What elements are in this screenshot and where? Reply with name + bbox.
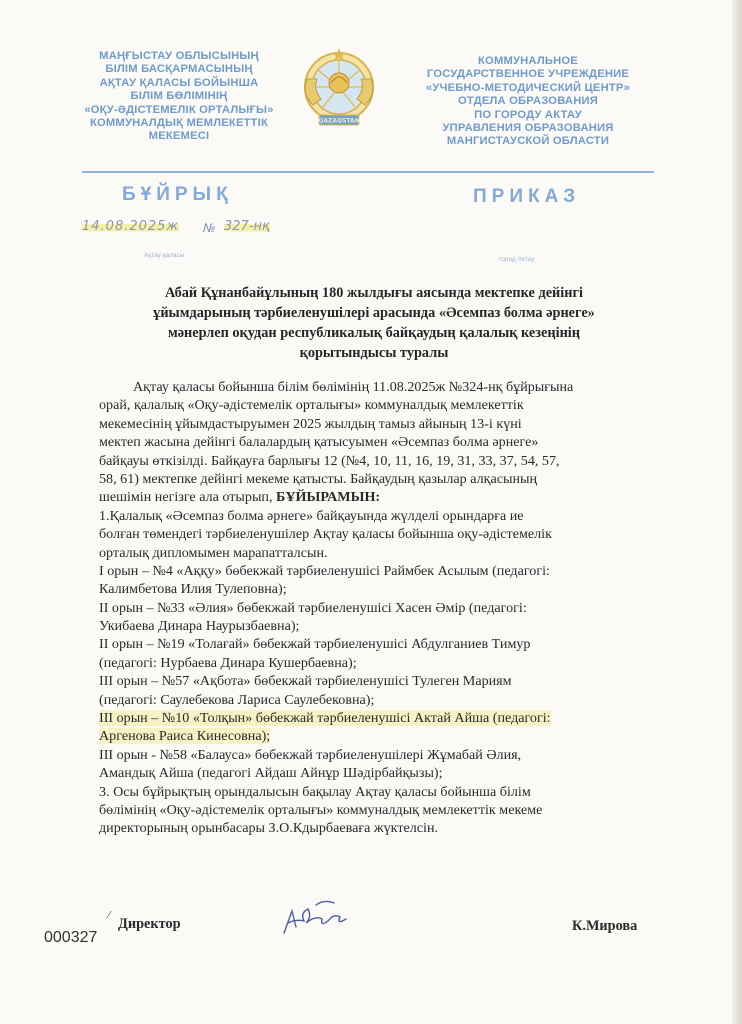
- order-title-kazakh: БҰЙРЫҚ: [122, 184, 233, 205]
- header-left-kazakh: [60, 50, 298, 144]
- body-line: болған төмендегі тәрбиеленушілер Ақтау қаласы бойынша оқу-әдістемелік: [99, 526, 552, 543]
- director-title: Директор: [118, 916, 181, 932]
- director-name: К.Мирова: [572, 918, 638, 934]
- body-line: Ақтау қаласы бойынша білім бөлімінің 11.08.2025ж №324-нқ бұйрығына: [133, 379, 574, 395]
- order-number: 327-нқ: [224, 219, 270, 234]
- body-line: [99, 488, 659, 506]
- heading-line: қорытындысы туралы: [299, 345, 449, 361]
- body-line: 1.Қалалық «Әсемпаз болма әрнеге» байқауында жүлделі орындарға ие: [99, 507, 524, 524]
- header-right-russian: [392, 55, 664, 149]
- header-left-line: БІЛІМ БАСҚАРМАСЫНЫҢ: [105, 63, 253, 76]
- award-line: (педагогі: Саулебекова Лариса Саулебековна);: [99, 691, 375, 708]
- header-right-line: МАНГИСТАУСКОЙ ОБЛАСТИ: [446, 135, 610, 148]
- body-line: байқауы өткізілді. Байқауға барлығы 12 (№4, 10, 11, 16, 19, 31, 33, 37, 54, 57,: [99, 452, 560, 469]
- page-edge: [732, 0, 742, 1024]
- header-left-line: АҚТАУ ҚАЛАСЫ БОЙЫНША: [99, 76, 259, 89]
- body-line: орталық дипломымен марапатталсын.: [99, 544, 328, 561]
- award-line: I орын – №4 «Аққу» бөбекжай тәрбиеленушісі Раймбек Асылым (педагогі:: [99, 562, 550, 579]
- body-line: бөлімінің «Оқу-әдістемелік орталығы» коммуналдық мемлекеттік мекеме: [99, 801, 543, 818]
- header-left-line: «ОҚУ-ӘДІСТЕМЕЛІК ОРТАЛЫҒЫ»: [84, 103, 274, 116]
- highlighted-text: III орын – №10 «Толқын» бөбекжай тәрбиеленушісі Актай Айша (педагогі:: [99, 710, 551, 727]
- order-directive: БҰЙЫРАМЫН:: [276, 489, 381, 506]
- body-line: орай, қалалық «Оқу-әдістемелік орталығы» коммуналдық мемлекеттік: [99, 397, 524, 414]
- state-emblem-icon: [301, 45, 377, 135]
- body-line: мекемесінің ұйымдастыруымен 2025 жылдың тамыз айының 13-і күні: [99, 415, 522, 432]
- header-right-line: ОТДЕЛА ОБРАЗОВАНИЯ: [458, 95, 598, 108]
- place-russian: город Актау: [499, 256, 535, 263]
- header-left-line: КОММУНАЛДЫҚ МЕМЛЕКЕТТІК: [89, 117, 269, 130]
- header-divider: [82, 171, 654, 173]
- header-right-line: ГОСУДАРСТВЕННОЕ УЧРЕЖДЕНИЕ: [426, 68, 630, 81]
- header-left-line: МЕКЕМЕСІ: [148, 130, 210, 143]
- header-right-line: «УЧЕБНО-МЕТОДИЧЕСКИЙ ЦЕНТР»: [425, 81, 630, 94]
- body-line: директорының орынбасары З.О.Кдырбаеваға жүктелсін.: [99, 820, 439, 837]
- award-line-highlighted: [99, 709, 659, 727]
- body-line: мектеп жасына дейінгі балалардың қатысуымен «Әсемпаз болма әрнеге»: [99, 434, 539, 451]
- body-line: 58, 61) мектепке дейінгі мекеме қатысты. Байқаудың қазылар алқасының: [99, 470, 538, 487]
- award-line: III орын – №57 «Ақбота» бөбекжай тәрбиеленушісі Тулеген Мариям: [99, 673, 512, 690]
- award-line: II орын – №33 «Әлия» бөбекжай тәрбиеленушісі Хасен Әмір (педагогі:: [99, 599, 527, 616]
- document-number-stamp: 000327: [44, 929, 98, 946]
- award-line: III орын - №58 «Балауса» бөбекжай тәрбиеленушілері Жұмабай Әлия,: [99, 746, 522, 763]
- highlighted-text: Аргенова Раиса Кинесовна);: [99, 728, 271, 745]
- header-right-line: ПО ГОРОДУ АКТАУ: [474, 108, 582, 121]
- award-line: Калимбетова Илия Тулеповна);: [99, 581, 287, 598]
- header-right-line: КОММУНАЛЬНОЕ: [478, 55, 578, 67]
- order-date: 14.08.2025ж: [82, 219, 180, 234]
- document-body: [99, 378, 659, 838]
- heading-line: ұйымдарының тәрбиеленушілері арасында «Әсемпаз болма әрнеге»: [153, 305, 595, 321]
- header-left-line: МАҢҒЫСТАУ ОБЛЫСЫНЫҢ: [99, 50, 259, 62]
- award-line: Укибаева Динара Наурызбаевна);: [99, 618, 300, 635]
- body-line: 3. Осы бұйрықтың орындалысын бақылау Ақтау қаласы бойынша білім: [99, 783, 531, 800]
- handwritten-signature-icon: [276, 893, 358, 941]
- header-right-line: УПРАВЛЕНИЯ ОБРАЗОВАНИЯ: [442, 122, 614, 135]
- order-title-russian: ПРИКАЗ: [473, 186, 581, 207]
- award-line: Амандық Айша (педагогі Айдаш Айнұр Шәдірбайқызы);: [99, 765, 443, 782]
- place-kazakh: Ақтау қаласы: [144, 252, 185, 259]
- award-line: II орын – №19 «Толағай» бөбекжай тәрбиеленушісі Абдулганиев Тимур: [99, 636, 531, 653]
- award-line-highlighted: [99, 727, 659, 745]
- emblem-text: QAZAQSTAN: [318, 117, 360, 125]
- document-heading: [118, 283, 630, 363]
- heading-line: Абай Құнанбайұлының 180 жылдығы аясында мектепке дейінгі: [165, 285, 583, 301]
- header-left-line: БІЛІМ БӨЛІМІНІҢ: [130, 90, 228, 103]
- heading-line: мәнерлеп оқудан республикалық байқаудың қалалық кезеңінің: [167, 325, 581, 341]
- order-number-label: №: [203, 221, 216, 235]
- signature-tick: /: [105, 906, 113, 923]
- body-text: шешімін негізге ала отырып,: [99, 489, 273, 506]
- award-line: (педагогі: Нурбаева Динара Кушербаевна);: [99, 654, 357, 671]
